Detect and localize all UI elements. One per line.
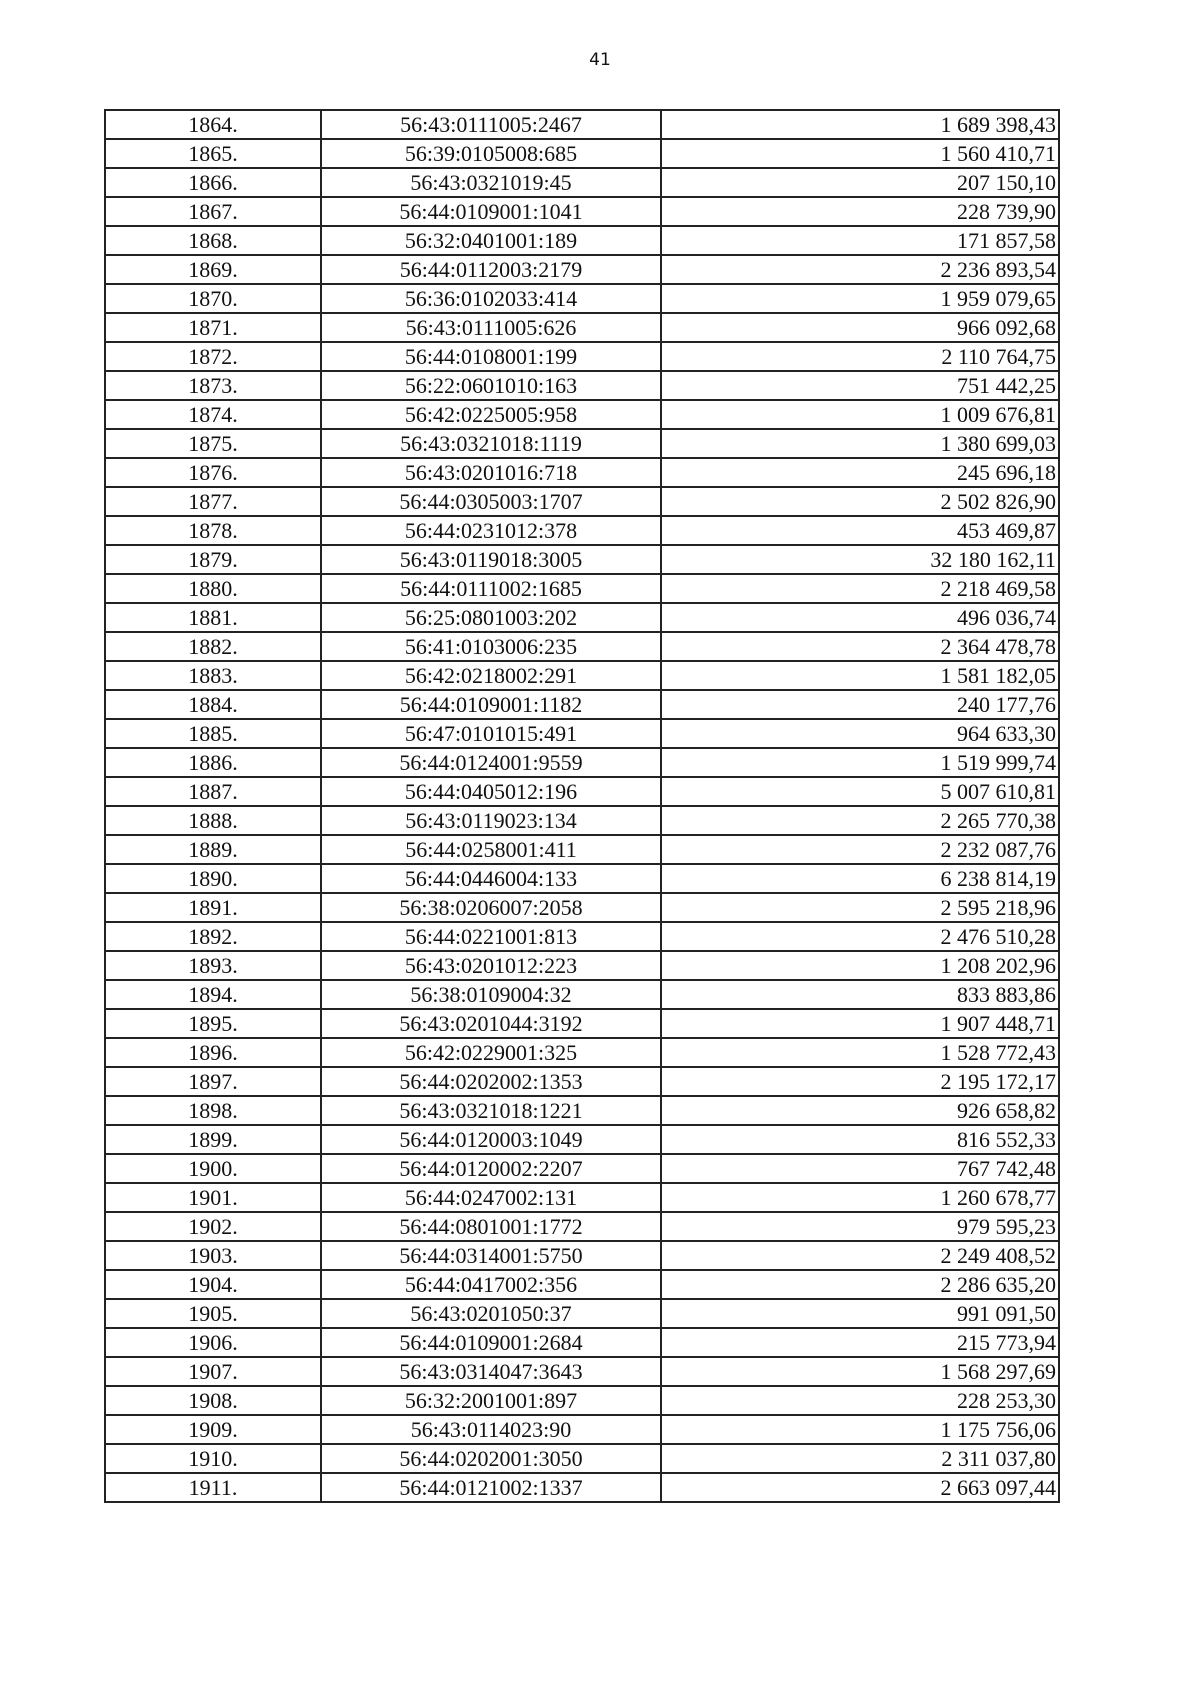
cadastral-value-cell: 6 238 814,19 [661, 864, 1059, 893]
cadastral-number-cell: 56:43:0201012:223 [321, 951, 661, 980]
row-number-cell: 1891. [105, 893, 321, 922]
cadastral-number-cell: 56:43:0111005:2467 [321, 110, 661, 139]
table-row [105, 400, 1059, 429]
cadastral-value-cell: 207 150,10 [661, 168, 1059, 197]
row-number-cell: 1865. [105, 139, 321, 168]
cadastral-number-cell: 56:43:0119023:134 [321, 806, 661, 835]
cadastral-number-cell: 56:42:0229001:325 [321, 1038, 661, 1067]
row-number-cell: 1901. [105, 1183, 321, 1212]
row-number-cell: 1903. [105, 1241, 321, 1270]
cadastral-value-cell: 964 633,30 [661, 719, 1059, 748]
cadastral-value-cell: 32 180 162,11 [661, 545, 1059, 574]
row-number-cell: 1876. [105, 458, 321, 487]
cadastral-value-cell: 215 773,94 [661, 1328, 1059, 1357]
row-number-cell: 1877. [105, 487, 321, 516]
row-number-cell: 1897. [105, 1067, 321, 1096]
table-row [105, 574, 1059, 603]
row-number-cell: 1906. [105, 1328, 321, 1357]
table-row [105, 139, 1059, 168]
cadastral-value-cell: 816 552,33 [661, 1125, 1059, 1154]
cadastral-value-cell: 1 208 202,96 [661, 951, 1059, 980]
cadastral-number-cell: 56:44:0801001:1772 [321, 1212, 661, 1241]
cadastral-number-cell: 56:43:0314047:3643 [321, 1357, 661, 1386]
cadastral-number-cell: 56:44:0202001:3050 [321, 1444, 661, 1473]
row-number-cell: 1898. [105, 1096, 321, 1125]
cadastral-number-cell: 56:44:0305003:1707 [321, 487, 661, 516]
table-row [105, 168, 1059, 197]
cadastral-number-cell: 56:44:0109001:1041 [321, 197, 661, 226]
cadastral-number-cell: 56:43:0321018:1119 [321, 429, 661, 458]
table-row [105, 487, 1059, 516]
cadastral-value-cell: 2 236 893,54 [661, 255, 1059, 284]
table-row [105, 1125, 1059, 1154]
row-number-cell: 1886. [105, 748, 321, 777]
row-number-cell: 1888. [105, 806, 321, 835]
cadastral-number-cell: 56:43:0321018:1221 [321, 1096, 661, 1125]
table-row [105, 1183, 1059, 1212]
cadastral-number-cell: 56:44:0109001:1182 [321, 690, 661, 719]
row-number-cell: 1905. [105, 1299, 321, 1328]
row-number-cell: 1910. [105, 1444, 321, 1473]
cadastral-number-cell: 56:43:0321019:45 [321, 168, 661, 197]
cadastral-number-cell: 56:44:0314001:5750 [321, 1241, 661, 1270]
cadastral-number-cell: 56:44:0405012:196 [321, 777, 661, 806]
table-row [105, 255, 1059, 284]
cadastral-value-cell: 2 364 478,78 [661, 632, 1059, 661]
cadastral-value-cell: 926 658,82 [661, 1096, 1059, 1125]
row-number-cell: 1895. [105, 1009, 321, 1038]
row-number-cell: 1884. [105, 690, 321, 719]
cadastral-value-cell: 2 286 635,20 [661, 1270, 1059, 1299]
cadastral-value-cell: 2 311 037,80 [661, 1444, 1059, 1473]
table-row [105, 980, 1059, 1009]
cadastral-number-cell: 56:44:0258001:411 [321, 835, 661, 864]
table-row [105, 1038, 1059, 1067]
row-number-cell: 1893. [105, 951, 321, 980]
cadastral-value-cell: 2 218 469,58 [661, 574, 1059, 603]
cadastral-number-cell: 56:43:0201044:3192 [321, 1009, 661, 1038]
table-row [105, 1212, 1059, 1241]
table-row [105, 1328, 1059, 1357]
table-row [105, 313, 1059, 342]
cadastral-value-cell: 171 857,58 [661, 226, 1059, 255]
cadastral-number-cell: 56:43:0201016:718 [321, 458, 661, 487]
cadastral-number-cell: 56:22:0601010:163 [321, 371, 661, 400]
page-number: 41 [589, 50, 611, 70]
table-row [105, 429, 1059, 458]
cadastral-value-cell: 2 595 218,96 [661, 893, 1059, 922]
cadastral-number-cell: 56:42:0225005:958 [321, 400, 661, 429]
table-row [105, 719, 1059, 748]
cadastral-value-cell: 1 528 772,43 [661, 1038, 1059, 1067]
cadastral-value-cell: 2 663 097,44 [661, 1473, 1059, 1502]
cadastral-number-cell: 56:38:0206007:2058 [321, 893, 661, 922]
cadastral-value-cell: 767 742,48 [661, 1154, 1059, 1183]
row-number-cell: 1900. [105, 1154, 321, 1183]
row-number-cell: 1867. [105, 197, 321, 226]
table-row [105, 835, 1059, 864]
table-row [105, 893, 1059, 922]
cadastral-number-cell: 56:32:0401001:189 [321, 226, 661, 255]
cadastral-value-cell: 2 476 510,28 [661, 922, 1059, 951]
table-row [105, 1299, 1059, 1328]
table-row [105, 545, 1059, 574]
table-row [105, 603, 1059, 632]
cadastral-number-cell: 56:44:0247002:131 [321, 1183, 661, 1212]
row-number-cell: 1907. [105, 1357, 321, 1386]
cadastral-value-cell: 1 581 182,05 [661, 661, 1059, 690]
cadastral-value-cell: 453 469,87 [661, 516, 1059, 545]
row-number-cell: 1878. [105, 516, 321, 545]
cadastral-number-cell: 56:43:0114023:90 [321, 1415, 661, 1444]
cadastral-number-cell: 56:32:2001001:897 [321, 1386, 661, 1415]
row-number-cell: 1892. [105, 922, 321, 951]
table-row [105, 371, 1059, 400]
row-number-cell: 1879. [105, 545, 321, 574]
cadastral-number-cell: 56:44:0446004:133 [321, 864, 661, 893]
registry-table [104, 109, 1060, 1503]
cadastral-number-cell: 56:47:0101015:491 [321, 719, 661, 748]
row-number-cell: 1899. [105, 1125, 321, 1154]
cadastral-number-cell: 56:36:0102033:414 [321, 284, 661, 313]
cadastral-value-cell: 228 739,90 [661, 197, 1059, 226]
table-row [105, 1241, 1059, 1270]
row-number-cell: 1909. [105, 1415, 321, 1444]
cadastral-value-cell: 1 260 678,77 [661, 1183, 1059, 1212]
cadastral-value-cell: 2 502 826,90 [661, 487, 1059, 516]
table-row [105, 342, 1059, 371]
table-row [105, 748, 1059, 777]
cadastral-value-cell: 1 560 410,71 [661, 139, 1059, 168]
row-number-cell: 1869. [105, 255, 321, 284]
cadastral-value-cell: 991 091,50 [661, 1299, 1059, 1328]
row-number-cell: 1911. [105, 1473, 321, 1502]
cadastral-value-cell: 1 907 448,71 [661, 1009, 1059, 1038]
cadastral-number-cell: 56:42:0218002:291 [321, 661, 661, 690]
cadastral-number-cell: 56:44:0120002:2207 [321, 1154, 661, 1183]
table-row [105, 922, 1059, 951]
table-row [105, 1154, 1059, 1183]
cadastral-value-cell: 1 568 297,69 [661, 1357, 1059, 1386]
cadastral-number-cell: 56:44:0202002:1353 [321, 1067, 661, 1096]
table-row [105, 632, 1059, 661]
cadastral-value-cell: 1 689 398,43 [661, 110, 1059, 139]
cadastral-value-cell: 751 442,25 [661, 371, 1059, 400]
table-row [105, 806, 1059, 835]
cadastral-value-cell: 2 265 770,38 [661, 806, 1059, 835]
row-number-cell: 1880. [105, 574, 321, 603]
table-row [105, 110, 1059, 139]
cadastral-value-cell: 2 195 172,17 [661, 1067, 1059, 1096]
cadastral-value-cell: 1 380 699,03 [661, 429, 1059, 458]
table-row [105, 1415, 1059, 1444]
table-row [105, 1270, 1059, 1299]
cadastral-number-cell: 56:43:0119018:3005 [321, 545, 661, 574]
row-number-cell: 1902. [105, 1212, 321, 1241]
row-number-cell: 1868. [105, 226, 321, 255]
cadastral-value-cell: 2 232 087,76 [661, 835, 1059, 864]
cadastral-number-cell: 56:43:0111005:626 [321, 313, 661, 342]
cadastral-value-cell: 1 175 756,06 [661, 1415, 1059, 1444]
row-number-cell: 1885. [105, 719, 321, 748]
row-number-cell: 1864. [105, 110, 321, 139]
row-number-cell: 1866. [105, 168, 321, 197]
row-number-cell: 1896. [105, 1038, 321, 1067]
row-number-cell: 1908. [105, 1386, 321, 1415]
table-row [105, 1444, 1059, 1473]
cadastral-number-cell: 56:44:0109001:2684 [321, 1328, 661, 1357]
row-number-cell: 1894. [105, 980, 321, 1009]
cadastral-value-cell: 228 253,30 [661, 1386, 1059, 1415]
cadastral-number-cell: 56:44:0124001:9559 [321, 748, 661, 777]
row-number-cell: 1883. [105, 661, 321, 690]
cadastral-value-cell: 2 249 408,52 [661, 1241, 1059, 1270]
table-row [105, 226, 1059, 255]
table-row [105, 690, 1059, 719]
cadastral-number-cell: 56:44:0221001:813 [321, 922, 661, 951]
row-number-cell: 1887. [105, 777, 321, 806]
table-row [105, 1096, 1059, 1125]
table-row [105, 1386, 1059, 1415]
table-row [105, 1009, 1059, 1038]
row-number-cell: 1875. [105, 429, 321, 458]
row-number-cell: 1872. [105, 342, 321, 371]
cadastral-number-cell: 56:43:0201050:37 [321, 1299, 661, 1328]
cadastral-value-cell: 1 519 999,74 [661, 748, 1059, 777]
cadastral-value-cell: 5 007 610,81 [661, 777, 1059, 806]
cadastral-value-cell: 1 009 676,81 [661, 400, 1059, 429]
cadastral-number-cell: 56:41:0103006:235 [321, 632, 661, 661]
cadastral-value-cell: 1 959 079,65 [661, 284, 1059, 313]
cadastral-number-cell: 56:44:0231012:378 [321, 516, 661, 545]
table-row [105, 1357, 1059, 1386]
row-number-cell: 1870. [105, 284, 321, 313]
table-row [105, 951, 1059, 980]
table-row [105, 1473, 1059, 1502]
table-row [105, 777, 1059, 806]
registry-table-body [105, 110, 1059, 1502]
table-row [105, 197, 1059, 226]
row-number-cell: 1889. [105, 835, 321, 864]
row-number-cell: 1873. [105, 371, 321, 400]
cadastral-value-cell: 2 110 764,75 [661, 342, 1059, 371]
cadastral-value-cell: 966 092,68 [661, 313, 1059, 342]
table-row [105, 661, 1059, 690]
cadastral-value-cell: 496 036,74 [661, 603, 1059, 632]
table-row [105, 516, 1059, 545]
row-number-cell: 1890. [105, 864, 321, 893]
cadastral-number-cell: 56:44:0112003:2179 [321, 255, 661, 284]
cadastral-number-cell: 56:44:0121002:1337 [321, 1473, 661, 1502]
cadastral-number-cell: 56:38:0109004:32 [321, 980, 661, 1009]
row-number-cell: 1871. [105, 313, 321, 342]
cadastral-number-cell: 56:44:0108001:199 [321, 342, 661, 371]
row-number-cell: 1882. [105, 632, 321, 661]
cadastral-number-cell: 56:44:0120003:1049 [321, 1125, 661, 1154]
table-row [105, 284, 1059, 313]
cadastral-number-cell: 56:39:0105008:685 [321, 139, 661, 168]
cadastral-value-cell: 979 595,23 [661, 1212, 1059, 1241]
cadastral-number-cell: 56:44:0417002:356 [321, 1270, 661, 1299]
table-row [105, 864, 1059, 893]
cadastral-value-cell: 240 177,76 [661, 690, 1059, 719]
table-row [105, 458, 1059, 487]
table-row [105, 1067, 1059, 1096]
cadastral-value-cell: 833 883,86 [661, 980, 1059, 1009]
cadastral-number-cell: 56:44:0111002:1685 [321, 574, 661, 603]
row-number-cell: 1904. [105, 1270, 321, 1299]
row-number-cell: 1881. [105, 603, 321, 632]
cadastral-value-cell: 245 696,18 [661, 458, 1059, 487]
cadastral-number-cell: 56:25:0801003:202 [321, 603, 661, 632]
row-number-cell: 1874. [105, 400, 321, 429]
